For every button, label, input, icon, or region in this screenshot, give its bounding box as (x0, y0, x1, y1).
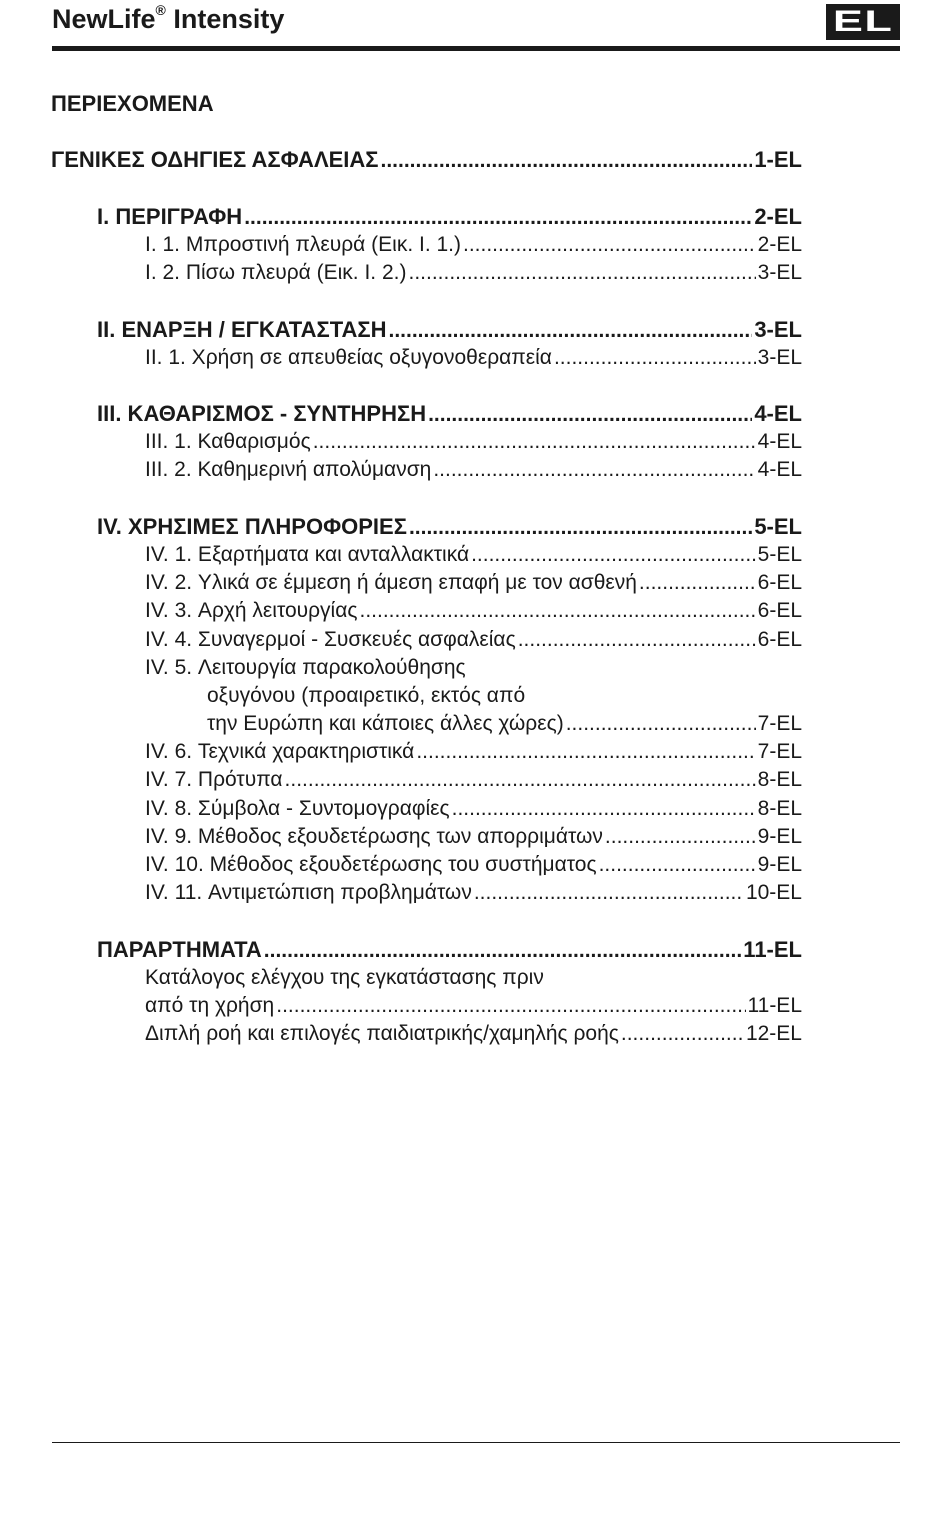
leader-dots (381, 147, 753, 175)
leader-dots (463, 231, 756, 259)
toc-entry-page: 9-EL (757, 825, 802, 848)
toc-entry[interactable] (207, 710, 802, 738)
leader-dots (639, 569, 756, 597)
toc-entry[interactable] (145, 1020, 802, 1048)
toc-entry-page: 8-EL (757, 768, 802, 791)
leader-dots (474, 879, 744, 907)
toc-entry-page: 7-EL (757, 712, 802, 735)
leader-dots (428, 401, 752, 429)
toc-entry[interactable] (97, 203, 802, 231)
leader-dots (605, 823, 756, 851)
leader-dots (416, 738, 755, 766)
toc-entry-line[interactable]: Κατάλογος ελέγχου της εγκατάστασης πριν (145, 966, 544, 989)
toc-entry-page: 1-EL (754, 147, 802, 172)
toc-entry[interactable] (145, 766, 802, 794)
toc-entry-page: 5-EL (757, 543, 802, 566)
toc-entry[interactable] (145, 569, 802, 597)
toc-entry[interactable] (145, 823, 802, 851)
leader-dots (433, 456, 755, 484)
toc-entry-label: I. 1. Μπροστινή πλευρά (Εικ. I. 1.) (145, 233, 461, 256)
toc-entry-label: IV. 7. Πρότυπα (145, 768, 283, 791)
toc-entry-page: 11-EL (747, 994, 802, 1017)
toc-entry[interactable] (145, 456, 802, 484)
toc-entry-page: 2-EL (757, 233, 802, 256)
document-title (52, 4, 284, 35)
toc-entry-page: 6-EL (757, 571, 802, 594)
toc-entry-label: III. 1. Καθαρισμός (145, 430, 311, 453)
language-badge: EL (826, 4, 900, 40)
toc-entry-appendices[interactable] (97, 936, 802, 964)
leader-dots (408, 259, 755, 287)
toc-entry-page: 12-EL (745, 1022, 802, 1045)
toc-entry-page: 9-EL (757, 853, 802, 876)
toc-entry-label: III. 2. Καθημερινή απολύμανση (145, 458, 432, 481)
toc-entry[interactable] (145, 738, 802, 766)
toc-entry[interactable] (145, 231, 802, 259)
registered-mark: ® (155, 2, 166, 18)
toc-entry-label: IV. 3. Αρχή λειτουργίας (145, 599, 358, 622)
toc-entry-page: 4-EL (757, 458, 802, 481)
toc-entry-page: 10-EL (745, 881, 802, 904)
product-suffix: Intensity (173, 4, 285, 34)
toc-entry-page: 3-EL (754, 317, 802, 342)
leader-dots (471, 541, 756, 569)
leader-dots (566, 710, 756, 738)
toc-entry-label: IV. 6. Τεχνικά χαρακτηριστικά (145, 740, 415, 763)
toc-entry[interactable] (145, 344, 802, 372)
toc-entry-general-safety[interactable] (51, 146, 802, 174)
toc-entry-page: 5-EL (754, 514, 802, 539)
toc-entry-label: IV. 8. Σύμβολα - Συντομογραφίες (145, 797, 450, 820)
header-divider (52, 46, 900, 51)
toc-entry-label: I. 2. Πίσω πλευρά (Εικ. I. 2.) (145, 261, 407, 284)
toc-entry-page: 11-EL (743, 937, 802, 962)
toc-entry-label: Διπλή ροή και επιλογές παιδιατρικής/χαμηλής ροής (145, 1022, 619, 1045)
toc-entry-page: 4-EL (757, 430, 802, 453)
toc-entry[interactable] (145, 626, 802, 654)
toc-entry-page: 7-EL (757, 740, 802, 763)
leader-dots (285, 766, 756, 794)
toc-entry-label: IV. 10. Μέθοδος εξουδετέρωσης του συστήματος (145, 853, 597, 876)
toc-entry[interactable] (97, 513, 802, 541)
toc-heading: ΠΕΡΙΕΧΟΜΕΝΑ (51, 91, 214, 116)
leader-dots (244, 204, 752, 232)
leader-dots (621, 1020, 744, 1048)
leader-dots (599, 851, 756, 879)
toc-entry-label: IV. 1. Εξαρτήματα και ανταλλακτικά (145, 543, 470, 566)
toc-entry-label: IV. 4. Συναγερμοί - Συσκευές ασφαλείας (145, 628, 516, 651)
leader-dots (388, 317, 752, 345)
leader-dots (276, 992, 745, 1020)
toc-entry[interactable] (145, 428, 802, 456)
toc-entry-label: IV. 9. Μέθοδος εξουδετέρωσης των απορριμάτων (145, 825, 603, 848)
toc-entry[interactable] (145, 879, 802, 907)
toc-entry-label: την Ευρώπη και κάποιες άλλες χώρες) (207, 712, 564, 735)
leader-dots (359, 597, 755, 625)
toc-entry-label: IV. 2. Υλικά σε έμμεση ή άμεση επαφή με τον ασθενή (145, 571, 637, 594)
toc-entry-page: 4-EL (754, 401, 802, 426)
toc-entry-label: ΠΑΡΑΡΤΗΜΑΤΑ (97, 937, 262, 962)
toc-entry[interactable] (97, 400, 802, 428)
product-name: NewLife (52, 4, 156, 34)
footer-divider (52, 1442, 900, 1443)
leader-dots (313, 428, 756, 456)
leader-dots (518, 626, 756, 654)
toc-entry-label: ΓΕΝΙΚΕΣ ΟΔΗΓΙΕΣ ΑΣΦΑΛΕΙΑΣ (51, 147, 379, 172)
toc-entry-label: II. ΕΝΑΡΞΗ / ΕΓΚΑΤΑΣΤΑΣΗ (97, 317, 387, 342)
toc-entry-line[interactable]: IV. 5. Λειτουργία παρακολούθησης (145, 656, 466, 679)
toc-entry-line[interactable]: οξυγόνου (προαιρετικό, εκτός από (207, 684, 526, 707)
toc-entry[interactable] (145, 597, 802, 625)
toc-entry[interactable] (97, 316, 802, 344)
toc-entry-page: 3-EL (757, 346, 802, 369)
toc-entry-label: I. ΠΕΡΙΓΡΑΦΗ (97, 204, 243, 229)
toc-entry-label: IV. 11. Αντιμετώπιση προβλημάτων (145, 881, 472, 904)
toc-entry[interactable] (145, 541, 802, 569)
toc-entry-page: 3-EL (757, 261, 802, 284)
leader-dots (264, 937, 742, 965)
toc-entry-page: 2-EL (754, 204, 802, 229)
toc-entry-label: από τη χρήση (145, 994, 275, 1017)
leader-dots (554, 344, 756, 372)
toc-entry-page: 6-EL (757, 628, 802, 651)
toc-entry-label: IV. ΧΡΗΣΙΜΕΣ ΠΛΗΡΟΦΟΡΙΕΣ (97, 514, 407, 539)
leader-dots (409, 514, 752, 542)
toc-entry[interactable] (145, 992, 802, 1020)
leader-dots (452, 795, 756, 823)
toc-entry[interactable] (145, 851, 802, 879)
toc-entry-label: II. 1. Χρήση σε απευθείας οξυγονοθεραπεία (145, 346, 552, 369)
toc-entry-page: 8-EL (757, 797, 802, 820)
toc-entry[interactable] (145, 795, 802, 823)
toc-entry-page: 6-EL (757, 599, 802, 622)
toc-entry-label: III. ΚΑΘΑΡΙΣΜΟΣ - ΣΥΝΤΗΡΗΣΗ (97, 401, 427, 426)
toc-entry[interactable] (145, 259, 802, 287)
